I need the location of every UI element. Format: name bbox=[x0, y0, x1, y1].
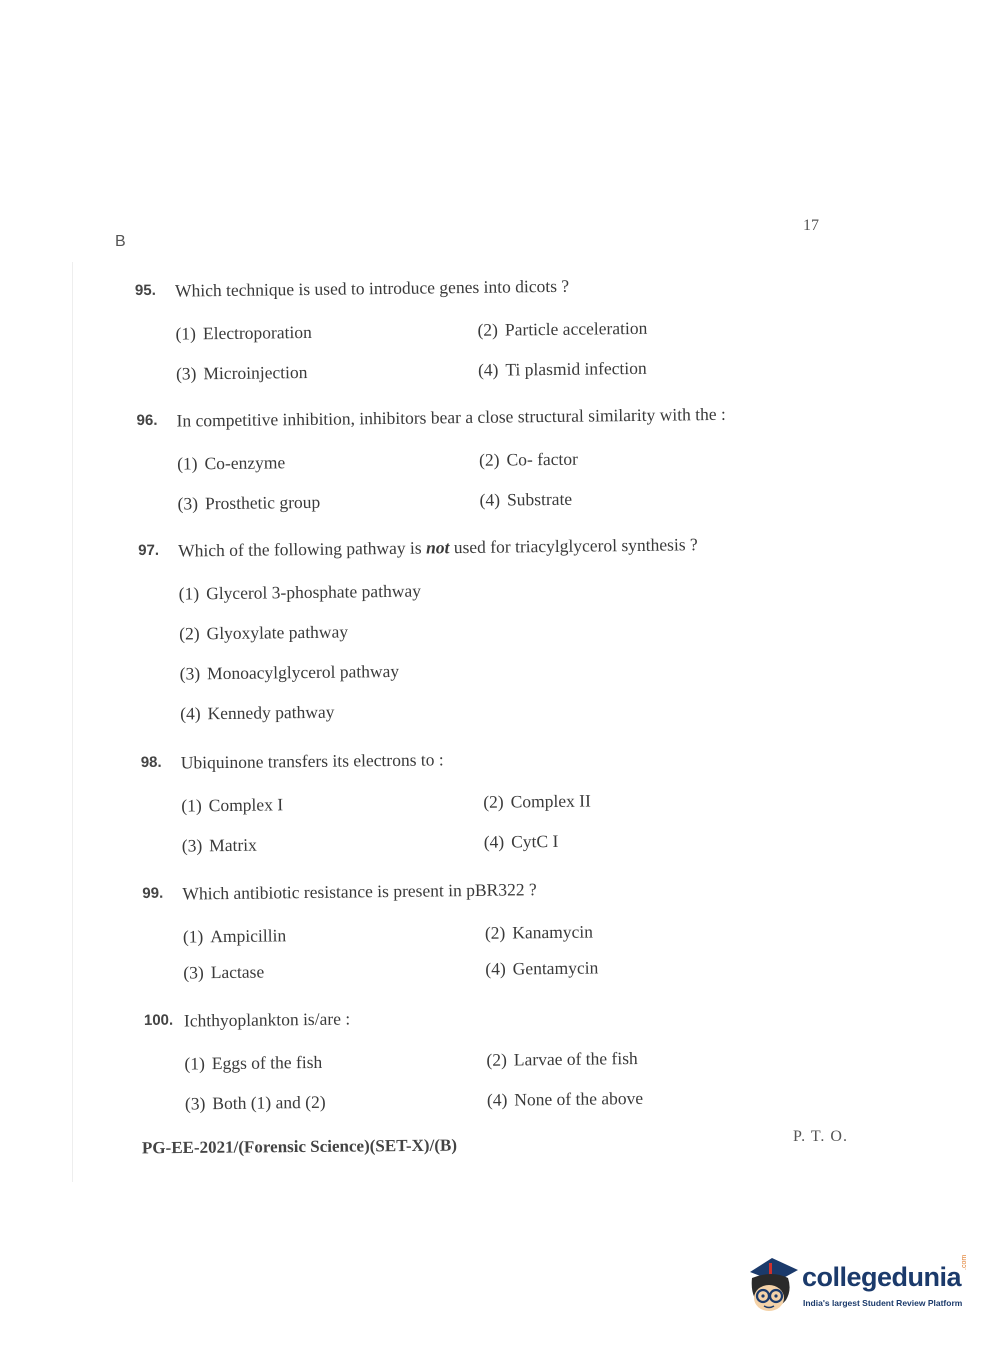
set-letter: B bbox=[115, 233, 126, 250]
option-3 bbox=[183, 962, 264, 984]
option-2 bbox=[485, 922, 593, 944]
option-text: Eggs of the fish bbox=[211, 1051, 323, 1074]
option-number: (1) bbox=[178, 583, 200, 604]
option-number: (1) bbox=[175, 323, 197, 344]
option-2 bbox=[479, 449, 578, 471]
option-3 bbox=[182, 835, 257, 857]
option-number: (3) bbox=[181, 835, 203, 856]
student-mascot-icon bbox=[742, 1250, 802, 1320]
please-turn-over: P. T. O. bbox=[793, 1128, 848, 1145]
option-number: (2) bbox=[483, 791, 504, 812]
option-4 bbox=[180, 702, 334, 725]
question-97 bbox=[138, 532, 898, 724]
option-1 bbox=[184, 1052, 322, 1075]
question-stem bbox=[178, 534, 698, 561]
question-number: 98. bbox=[140, 753, 162, 772]
question-number: 95. bbox=[134, 281, 156, 300]
option-number: (4) bbox=[477, 359, 499, 380]
option-3 bbox=[185, 1092, 326, 1115]
question-number: 100. bbox=[143, 1011, 174, 1030]
question-number: 97. bbox=[138, 541, 160, 560]
option-number: (1) bbox=[184, 1053, 205, 1074]
option-text: Electroporation bbox=[202, 321, 312, 344]
option-text: Kennedy pathway bbox=[207, 701, 335, 724]
option-4 bbox=[487, 1088, 643, 1111]
option-number: (1) bbox=[181, 795, 202, 816]
option-number: (1) bbox=[177, 453, 198, 474]
option-text: Prosthetic group bbox=[204, 491, 321, 514]
option-text: Complex II bbox=[510, 790, 592, 812]
option-number: (4) bbox=[485, 958, 506, 979]
option-text: Complex I bbox=[208, 794, 284, 816]
stem-part-before: Which of the following pathway is bbox=[178, 537, 422, 561]
option-text: Microinjection bbox=[203, 361, 308, 384]
option-number: (2) bbox=[478, 449, 500, 470]
option-number: (3) bbox=[183, 962, 204, 983]
option-number: (3) bbox=[175, 363, 197, 384]
option-number: (2) bbox=[179, 623, 200, 644]
brand-tagline: India's largest Student Review Platform bbox=[803, 1298, 963, 1308]
option-text: Monoacylglycerol pathway bbox=[206, 660, 400, 684]
option-number: (4) bbox=[479, 489, 501, 510]
option-text: Lactase bbox=[210, 961, 265, 983]
option-1 bbox=[181, 794, 283, 816]
option-text: Larvae of the fish bbox=[513, 1047, 638, 1070]
option-2 bbox=[483, 791, 591, 813]
brand-name: collegedunia bbox=[802, 1262, 962, 1292]
option-number: (4) bbox=[483, 831, 505, 852]
option-number: (3) bbox=[179, 663, 201, 684]
paper-code: PG-EE-2021/(Forensic Science)(SET-X)/(B) bbox=[141, 1135, 458, 1158]
question-stem: In competitive inhibition, inhibitors bear a close structural similarity with the : bbox=[176, 403, 726, 431]
option-text: Kanamycin bbox=[512, 921, 594, 943]
option-1 bbox=[175, 322, 312, 345]
option-1 bbox=[179, 581, 421, 605]
option-text: Both (1) and (2) bbox=[212, 1091, 326, 1114]
option-3 bbox=[180, 661, 400, 685]
option-text: Co-enzyme bbox=[204, 452, 286, 474]
option-2 bbox=[179, 621, 348, 644]
option-4 bbox=[485, 957, 598, 979]
option-1 bbox=[177, 452, 285, 474]
option-text: Glyoxylate pathway bbox=[206, 621, 349, 644]
option-text: Ti plasmid infection bbox=[505, 357, 647, 380]
question-95 bbox=[134, 272, 895, 384]
question-number: 96. bbox=[136, 411, 158, 430]
stem-emphasis: not bbox=[425, 537, 450, 558]
option-text: Matrix bbox=[209, 834, 257, 856]
option-number: (3) bbox=[184, 1093, 206, 1114]
option-number: (3) bbox=[177, 493, 199, 514]
option-text: None of the above bbox=[514, 1087, 644, 1110]
option-2 bbox=[486, 1048, 638, 1071]
question-stem: Ubiquinone transfers its electrons to : bbox=[180, 749, 444, 773]
option-number: (4) bbox=[180, 703, 201, 724]
question-96 bbox=[136, 402, 896, 514]
option-number: (4) bbox=[486, 1089, 508, 1110]
option-4 bbox=[479, 489, 572, 511]
question-stem: Which technique is used to introduce genes into dicots ? bbox=[174, 275, 570, 301]
stem-part-after: used for triacylglycerol synthesis ? bbox=[453, 534, 698, 558]
option-4 bbox=[478, 358, 647, 381]
option-number: (2) bbox=[477, 319, 499, 340]
option-3 bbox=[177, 492, 320, 515]
question-99 bbox=[142, 875, 902, 983]
option-text: CytC I bbox=[511, 830, 559, 852]
option-number: (2) bbox=[486, 1049, 507, 1070]
option-number: (1) bbox=[182, 926, 204, 947]
option-3 bbox=[176, 362, 308, 385]
option-2 bbox=[477, 318, 647, 341]
option-text: Gentamycin bbox=[512, 957, 599, 979]
question-stem: Ichthyoplankton is/are : bbox=[183, 1008, 351, 1031]
question-100 bbox=[143, 1002, 904, 1114]
question-stem: Which antibiotic resistance is present in pBR322 ? bbox=[182, 879, 537, 904]
page-number: 17 bbox=[803, 217, 819, 234]
question-98 bbox=[140, 744, 901, 856]
option-text: Glycerol 3-phosphate pathway bbox=[205, 580, 422, 604]
question-number: 99. bbox=[142, 884, 164, 903]
option-text: Ampicillin bbox=[210, 925, 287, 947]
option-number: (2) bbox=[484, 922, 506, 943]
option-text: Substrate bbox=[506, 488, 573, 510]
option-text: Particle acceleration bbox=[504, 317, 648, 340]
brand-suffix: .com bbox=[961, 1254, 968, 1270]
collegedunia-watermark bbox=[742, 1250, 977, 1320]
option-text: Co- factor bbox=[506, 448, 579, 470]
option-4 bbox=[484, 831, 559, 853]
option-1 bbox=[183, 925, 286, 947]
